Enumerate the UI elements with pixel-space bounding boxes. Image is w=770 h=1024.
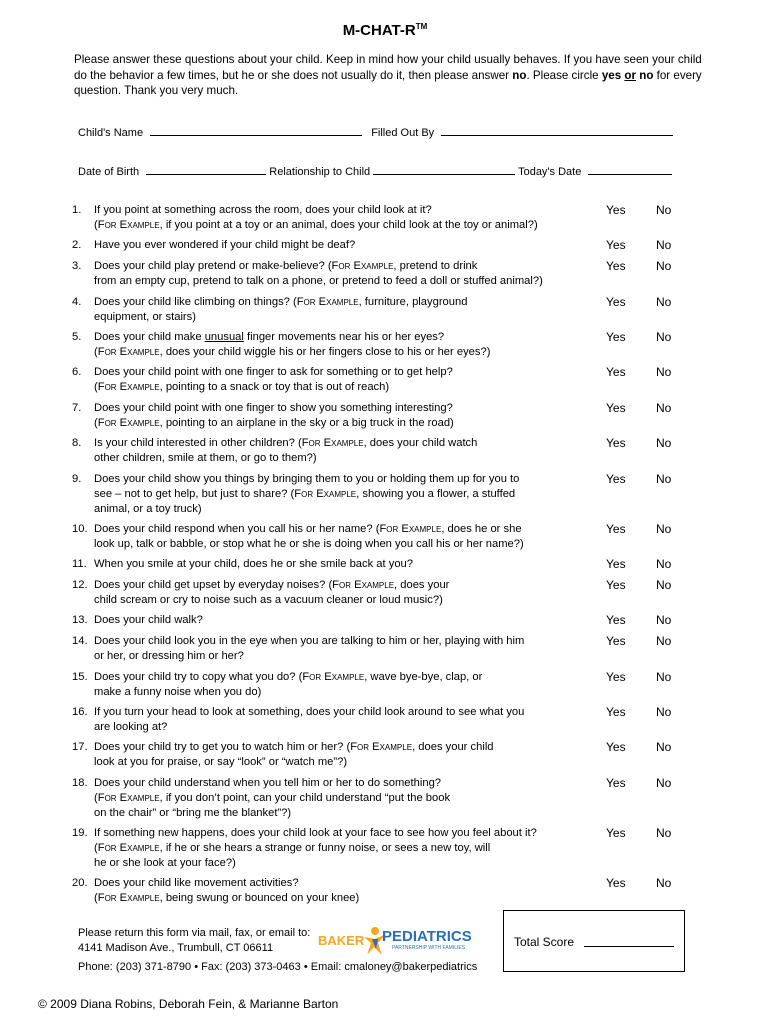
question-text [94, 203, 612, 233]
question-text-part: If you turn your head to look at something, does your child look around to see what you [94, 706, 525, 718]
question-line [94, 856, 612, 871]
answer-no[interactable]: No [656, 436, 672, 450]
answer-yes[interactable]: Yes [606, 705, 626, 719]
question-text-part: animal, or a toy truck) [94, 503, 202, 516]
question-text-part: For Example [350, 741, 413, 753]
question-text-part: see – not to get help, but just to share? ( [94, 488, 295, 501]
question-line [94, 238, 612, 253]
date-of-birth-line[interactable] [146, 163, 266, 175]
logo-tagline: PARTNERSHIP WITH FAMILIES [392, 945, 466, 951]
answer-yes[interactable]: Yes [606, 740, 626, 754]
answer-no[interactable]: No [656, 238, 672, 252]
question-item [72, 436, 612, 466]
question-text-part: , does your child wiggle his or her fingers close to his or her eyes?) [159, 346, 491, 359]
question-text-part: , does your child [412, 741, 494, 753]
question-line [94, 345, 612, 360]
question-line [94, 330, 612, 345]
question-text-part: Does your child make [94, 331, 205, 343]
answer-yes[interactable]: Yes [606, 238, 626, 252]
question-text-part: ( [94, 346, 98, 359]
answer-yes[interactable]: Yes [606, 259, 626, 273]
question-line [94, 670, 612, 685]
question-number: 9. [72, 473, 82, 485]
question-line [94, 705, 612, 720]
question-text-part: Does your child respond when you call his or her name? ( [94, 523, 380, 535]
question-text [94, 472, 612, 518]
question-number: 5. [72, 331, 82, 343]
question-item [72, 740, 612, 770]
question-text [94, 634, 612, 664]
question-text-part: For Example [379, 523, 442, 535]
question-text [94, 578, 612, 608]
question-text [94, 613, 612, 628]
question-text-part: For Example [296, 296, 359, 308]
question-item [72, 876, 612, 906]
question-number: 14. [72, 635, 88, 647]
answer-no[interactable]: No [656, 670, 672, 684]
filled-out-by-label: Filled Out By [371, 127, 435, 139]
question-item [72, 259, 612, 289]
question-text-part: For Example [301, 437, 364, 449]
answer-no[interactable]: No [656, 203, 672, 217]
question-text-part: , pretend to drink [393, 260, 478, 272]
question-text-part: , pointing to an airplane in the sky or a big truck in the road) [159, 417, 454, 430]
answer-no[interactable]: No [656, 578, 672, 592]
total-score-label: Total Score [514, 935, 575, 949]
question-text [94, 259, 612, 289]
question-item [72, 613, 612, 628]
field-row-2 [78, 163, 672, 178]
question-item [72, 330, 612, 360]
question-text-part: Does your child look you in the eye when you are talking to him or her, playing with him [94, 635, 525, 647]
question-number: 11. [72, 558, 87, 570]
question-text-part: Have you ever wondered if your child might be deaf? [94, 239, 356, 251]
intro-text-2: . Please circle [526, 68, 602, 82]
question-number: 20. [72, 877, 88, 889]
answer-yes[interactable]: Yes [606, 578, 626, 592]
answer-yes[interactable]: Yes [606, 557, 626, 571]
question-item [72, 578, 612, 608]
intro-no-word: no [512, 68, 527, 82]
question-line [94, 472, 612, 487]
question-line [94, 537, 612, 552]
answer-no[interactable]: No [656, 401, 672, 415]
question-line [94, 806, 612, 821]
answer-yes[interactable]: Yes [606, 876, 626, 890]
question-text [94, 238, 612, 253]
question-text-part: , if he or she hears a strange or funny noise, or sees a new toy, will [159, 842, 491, 855]
answer-no[interactable]: No [656, 259, 672, 273]
question-line [94, 891, 612, 906]
question-text-part: other children, smile at them, or go to them?) [94, 452, 317, 465]
question-text-part: For Example [332, 579, 395, 591]
question-item [72, 472, 612, 518]
question-text-part: , pointing to a snack or toy that is out of reach) [159, 381, 390, 394]
question-text-part: finger movements near his or her eyes? [243, 331, 445, 343]
question-number: 19. [72, 827, 88, 839]
question-line [94, 634, 612, 649]
question-line [94, 365, 612, 380]
question-text-part: make a funny noise when you do) [94, 686, 262, 699]
question-line [94, 436, 612, 451]
question-text-part: Does your child walk? [94, 614, 203, 626]
answer-no[interactable]: No [656, 295, 672, 309]
mailing-address: 4141 Madison Ave., Trumbull, CT 06611 [78, 942, 274, 954]
todays-date-label: Today's Date [518, 166, 582, 178]
question-number: 15. [72, 671, 88, 683]
question-text [94, 876, 612, 906]
question-text-part: child scream or cry to noise such as a vacuum cleaner or loud music?) [94, 594, 443, 607]
question-text-part: , furniture, playground [358, 296, 468, 308]
question-line [94, 649, 612, 664]
childs-name-label: Child's Name [78, 127, 144, 139]
question-number: 3. [72, 260, 82, 272]
question-line [94, 841, 612, 856]
question-text-part: equipment, or stairs) [94, 311, 196, 324]
question-line [94, 776, 612, 791]
date-of-birth-label: Date of Birth [78, 166, 140, 178]
question-item [72, 365, 612, 395]
question-item [72, 776, 612, 822]
question-text-part: ( [94, 381, 98, 394]
question-line [94, 416, 612, 431]
question-text-part: Does your child get upset by everyday noises? ( [94, 579, 333, 591]
question-text-part: ( [94, 792, 98, 805]
question-text-part: For Example [97, 346, 160, 359]
baker-pediatrics-logo [318, 925, 478, 957]
question-text-part: Does your child like climbing on things? ( [94, 296, 297, 308]
instructions [74, 52, 704, 99]
question-item [72, 826, 612, 872]
question-number: 6. [72, 366, 82, 378]
question-text [94, 557, 612, 572]
answer-yes[interactable]: Yes [606, 365, 626, 379]
question-item [72, 670, 612, 700]
question-number: 18. [72, 777, 88, 789]
copyright-notice: © 2009 Diana Robins, Deborah Fein, & Marianne Barton [38, 997, 339, 1011]
answer-no[interactable]: No [656, 557, 672, 571]
question-text-part: Does your child try to copy what you do? ( [94, 671, 303, 683]
question-text-part: look at you for praise, or say “look” or “watch me”?) [94, 756, 348, 769]
question-text-part: from an empty cup, pretend to talk on a phone, or pretend to feed a doll or stuffed animal?) [94, 275, 543, 288]
question-text-part: For Example [294, 488, 357, 501]
question-number: 8. [72, 437, 82, 449]
question-text [94, 365, 612, 395]
relationship-line[interactable] [373, 163, 515, 175]
question-text [94, 295, 612, 325]
question-line [94, 502, 612, 517]
question-text [94, 522, 612, 552]
answer-yes[interactable]: Yes [606, 436, 626, 450]
question-line [94, 487, 612, 502]
answer-yes[interactable]: Yes [606, 330, 626, 344]
intro-text-3: for every question. Thank you very much. [74, 68, 702, 98]
question-number: 10. [72, 523, 88, 535]
answer-yes[interactable]: Yes [606, 203, 626, 217]
answer-no[interactable]: No [656, 740, 672, 754]
question-line [94, 593, 612, 608]
answer-no[interactable]: No [656, 613, 672, 627]
question-text-part: Does your child point with one finger to ask for something or to get help? [94, 366, 453, 378]
form-title [0, 22, 770, 39]
answer-no[interactable]: No [656, 522, 672, 536]
intro-yes-word: yes [601, 68, 622, 82]
question-line [94, 451, 612, 466]
question-text-part: Does your child like movement activities? [94, 877, 299, 889]
question-line [94, 826, 612, 841]
answer-no[interactable]: No [656, 776, 672, 790]
question-number: 17. [72, 741, 88, 753]
question-text-part: , being swung or bounced on your knee) [159, 892, 360, 905]
question-line [94, 401, 612, 416]
question-number: 13. [72, 614, 88, 626]
logo-pediatrics-text: PEDIATRICS [382, 928, 472, 945]
question-line [94, 218, 612, 233]
question-line [94, 310, 612, 325]
question-text-part: If you point at something across the room, does your child look at it? [94, 204, 432, 216]
question-item [72, 634, 612, 664]
question-text-part: Does your child show you things by bringing them to you or holding them up for you to [94, 473, 520, 485]
answer-no[interactable]: No [656, 826, 672, 840]
question-text-part: When you smile at your child, does he or she smile back at you? [94, 558, 414, 570]
question-item [72, 705, 612, 735]
question-text-part: , does your [394, 579, 450, 591]
question-number: 2. [72, 239, 82, 251]
question-text-part: Is your child interested in other children? ( [94, 437, 302, 449]
question-text-part: ( [94, 892, 98, 905]
return-instructions: Please return this form via mail, fax, or email to: [78, 927, 311, 939]
answer-no[interactable]: No [656, 634, 672, 648]
question-number: 1. [72, 204, 82, 216]
question-line [94, 522, 612, 537]
logo-baker-text: BAKER [318, 933, 365, 948]
answer-yes[interactable]: Yes [606, 522, 626, 536]
answer-yes[interactable]: Yes [606, 295, 626, 309]
question-text-part: For Example [331, 260, 394, 272]
answer-no[interactable]: No [656, 876, 672, 890]
question-text-part: If something new happens, does your child look at your face to see how you feel about it? [94, 827, 537, 839]
question-item [72, 203, 612, 233]
answer-no[interactable]: No [656, 330, 672, 344]
question-text-part: are looking at? [94, 721, 168, 734]
question-line [94, 720, 612, 735]
question-text-part: he or she look at your face?) [94, 857, 236, 870]
answer-yes[interactable]: Yes [606, 634, 626, 648]
question-text [94, 705, 612, 735]
question-text-part: For Example [97, 892, 160, 905]
question-line [94, 259, 612, 274]
trademark-mark: TM [415, 22, 428, 31]
question-number: 16. [72, 706, 88, 718]
relationship-label: Relationship to Child [269, 166, 371, 178]
answer-yes[interactable]: Yes [606, 670, 626, 684]
question-text-part: , does he or she [441, 523, 522, 535]
question-text [94, 330, 612, 360]
question-text-part: ( [94, 219, 98, 232]
question-text-part: For Example [97, 792, 160, 805]
question-text-part: For Example [97, 381, 160, 394]
question-text [94, 826, 612, 872]
intro-no-word-2: no [639, 68, 654, 82]
intro-or-word: or [624, 68, 636, 82]
question-text-part: Does your child try to get you to watch him or her? ( [94, 741, 351, 753]
question-text-part: For Example [97, 842, 160, 855]
question-text-part: , if you point at a toy or an animal, does your child look at the toy or animal?) [159, 219, 538, 232]
question-item [72, 401, 612, 431]
question-text-part: on the chair” or “bring me the blanket”?) [94, 807, 292, 820]
question-text-part: , if you don’t point, can your child understand “put the book [159, 792, 451, 805]
question-text-part: Does your child point with one finger to show you something interesting? [94, 402, 453, 414]
question-text-part: look up, talk or babble, or stop what he or she is doing when you call his or her name?) [94, 538, 524, 551]
question-text [94, 670, 612, 700]
question-line [94, 755, 612, 770]
question-number: 7. [72, 402, 82, 414]
question-text-part: Does your child understand when you tell him or her to do something? [94, 777, 442, 789]
question-text-part: ( [94, 842, 98, 855]
question-text [94, 436, 612, 466]
form-title-text: M-CHAT-R [342, 22, 416, 39]
question-line [94, 203, 612, 218]
question-line [94, 274, 612, 289]
question-item [72, 295, 612, 325]
question-text-part: unusual [204, 331, 244, 343]
question-text-part: For Example [302, 671, 365, 683]
childs-name-line[interactable] [150, 124, 362, 136]
answer-yes[interactable]: Yes [606, 472, 626, 486]
total-score-box [503, 910, 685, 972]
question-number: 12. [72, 579, 88, 591]
question-line [94, 557, 612, 572]
contact-info: Phone: (203) 371-8790 • Fax: (203) 373-0463 • Email: cmaloney@bakerpediatrics [78, 961, 478, 973]
question-text-part: For Example [97, 417, 160, 430]
question-text-part: , does your child watch [363, 437, 478, 449]
question-text-part: , wave bye-bye, clap, or [364, 671, 483, 683]
answer-no[interactable]: No [656, 365, 672, 379]
answer-yes[interactable]: Yes [606, 401, 626, 415]
answer-yes[interactable]: Yes [606, 776, 626, 790]
question-text-part: or her, or dressing him or her? [94, 650, 244, 663]
question-line [94, 791, 612, 806]
answer-no[interactable]: No [656, 472, 672, 486]
answer-yes[interactable]: Yes [606, 613, 626, 627]
question-item [72, 557, 612, 572]
question-text-part: , showing you a flower, a stuffed [356, 488, 516, 501]
question-text [94, 740, 612, 770]
question-item [72, 238, 612, 253]
question-text-part: For Example [97, 219, 160, 232]
question-text [94, 776, 612, 822]
question-line [94, 613, 612, 628]
question-line [94, 876, 612, 891]
question-line [94, 685, 612, 700]
filled-out-by-line[interactable] [441, 124, 673, 136]
question-item [72, 522, 612, 552]
question-line [94, 740, 612, 755]
question-line [94, 295, 612, 310]
question-number: 4. [72, 296, 82, 308]
question-text-part: ( [94, 417, 98, 430]
total-score-line[interactable] [584, 946, 674, 947]
field-row-1 [78, 124, 673, 139]
answer-no[interactable]: No [656, 705, 672, 719]
question-line [94, 578, 612, 593]
todays-date-line[interactable] [588, 163, 672, 175]
answer-yes[interactable]: Yes [606, 826, 626, 840]
question-line [94, 380, 612, 395]
question-text-part: Does your child play pretend or make-believe? ( [94, 260, 332, 272]
question-text [94, 401, 612, 431]
intro-text-1: Please answer these questions about your child. Keep in mind how your child usually behaves. If you have seen your child do the behavior a few times, but he or she does not usually do it, then please answer [74, 53, 702, 82]
